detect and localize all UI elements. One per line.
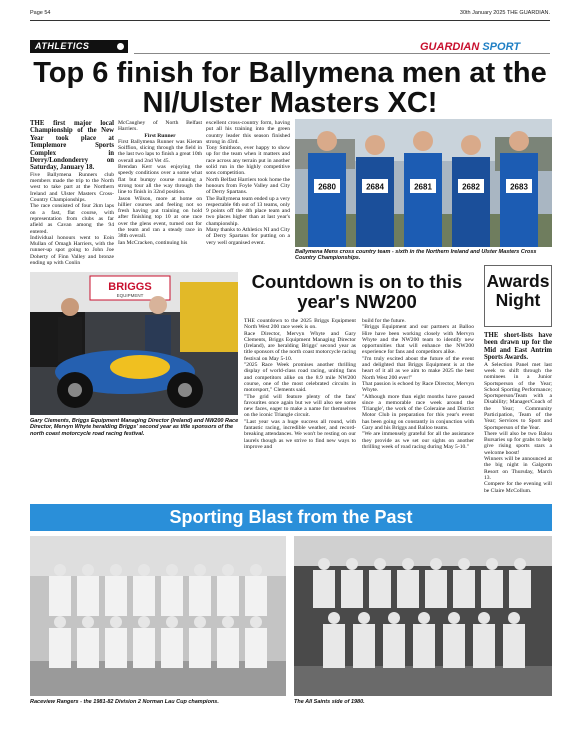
player-figure	[443, 624, 465, 668]
player-figure	[313, 570, 335, 608]
paragraph: "The grid will feature plenty of the fans' favourites once again but we will also see some new faces, eager to make a name for themselves on the iconic Triangle circuit.	[244, 393, 356, 419]
paragraph: Race Director, Mervyn Whyte and Gary Clements, Briggs Equipment Managing Director (Ireland), are heralding Briggs' second year as title sponsors of the north coast motorcycle racing festival on May 5-10.	[244, 330, 357, 362]
paragraph: "Last year was a huge success all round, with fantastic racing, incredible weather, and record-breaking attendances. We won't be resting on our laurels though as we strive to find new ways to improve and	[244, 418, 356, 450]
paragraph: Tony Smithson, ever happy to show up for the team when it matters and race across any terrain put in another solid run in the highly competitive sons competition.	[206, 145, 290, 177]
paragraph: THE short-lists have been drawn up for the Mid and East Antrim Sports Awards.	[484, 332, 552, 362]
paragraph: "We are immensely grateful for all the assistance they provide as we set our sights on another thrilling week of road racing during May 5-10."	[362, 431, 474, 450]
player-figure	[217, 628, 239, 668]
header-rule	[30, 20, 550, 21]
all-saints-caption: The All Saints side of 1980.	[294, 699, 365, 705]
player-figure	[358, 612, 370, 624]
article2-headline: Countdown is on to this year's NW200	[251, 271, 463, 312]
paragraph: Five Ballymena Runners club members made the trip to the North west to take part at the Northern Ireland and Ulster Masters Cross-Country Championships.	[30, 171, 114, 204]
player-figure	[222, 564, 234, 576]
player-figure	[503, 624, 525, 668]
nw200-photo-caption: Gary Clements, Briggs Equipment Managing Director (Ireland) and NW200 Race Director, Mervyn Whyte heralding Briggs' second year as title sponsors of the north coast motorcycle road racing festival.	[30, 418, 239, 437]
paragraph: excellent cross-country form, having put all his training into the green country leader this season finished strong in 43rd.	[206, 120, 290, 145]
player-figure	[473, 624, 495, 668]
paragraph: First Runner	[144, 132, 176, 139]
player-figure	[189, 576, 211, 616]
player-figure	[110, 616, 122, 628]
player-figure	[478, 612, 490, 624]
article1-col3	[206, 120, 290, 246]
player-figure	[194, 616, 206, 628]
nw200-photo	[30, 272, 238, 415]
player-figure	[374, 558, 386, 570]
player-figure	[318, 558, 330, 570]
player-figure	[217, 576, 239, 616]
bib-number: 2683	[510, 182, 528, 192]
player-figure	[402, 558, 414, 570]
player-figure	[509, 570, 531, 608]
player-figure	[453, 570, 475, 608]
player-figure	[514, 558, 526, 570]
article2-col1	[244, 318, 356, 450]
player-figure	[481, 570, 503, 608]
page-number: Page 54	[30, 10, 51, 16]
player-figure	[105, 628, 127, 668]
player-figure	[486, 558, 498, 570]
paragraph: North Belfast Harriers took home the honours from Foyle Valley and City of Derry Spartans.	[206, 176, 290, 196]
player-figure	[194, 564, 206, 576]
player-figure	[110, 564, 122, 576]
bib-number: 2682	[462, 182, 480, 192]
player-figure	[138, 616, 150, 628]
paragraph: Individual honours went to Eoin Mullan of Omagh Harriers, with the runner-up spot going to John Joe Doherty of Finn Valley and bronze ending up with Conlin	[30, 234, 114, 266]
player-figure	[346, 558, 358, 570]
runner-icon	[117, 43, 124, 50]
paragraph: Brendan Kerr was enjoying the speedy conditions over a some what flat but bumpy course running a strong tour all the way through the line to finish in 32nd position.	[118, 164, 202, 196]
team-photo	[295, 119, 552, 247]
player-figure	[250, 564, 262, 576]
paragraph: "Although more than eight months have passed since a memorable race week around the 'Triangle', the work of the Coleraine and District Motor Club in preparation for this year's event has been going on constantly in conjunction with Gary and his Briggs and Balloo teams.	[362, 393, 474, 432]
player-figure	[133, 628, 155, 668]
section-tag	[30, 40, 128, 53]
player-figure	[105, 576, 127, 616]
brand-rule	[134, 53, 550, 54]
player-figure	[189, 628, 211, 668]
player-figure	[77, 628, 99, 668]
section-tag-label: ATHLETICS	[35, 41, 90, 51]
paragraph: There will also be two Balou Bursaries up for grabs to help give rising sports stars a welcome boost!	[484, 430, 552, 456]
team-photo-caption: Ballymena Mens cross country team - sixth in the Northern Ireland and Ulster Masters Cross Country Championships.	[295, 249, 537, 262]
article1-col1	[30, 120, 114, 266]
player-figure	[166, 616, 178, 628]
paragraph: THE first major local Championship of the New Year took place at Templemore Sports Complex in Derry/Londonderry on Saturday, January 18.	[30, 120, 114, 172]
player-figure	[425, 570, 447, 608]
player-figure	[161, 628, 183, 668]
raceview-rangers-caption: Raceview Rangers - the 1981-82 Division 2 Norman Lau Cup champions.	[30, 699, 219, 705]
player-figure	[341, 570, 363, 608]
date-paper: 30th January 2025 THE GUARDIAN.	[459, 10, 550, 16]
player-figure	[82, 616, 94, 628]
paragraph: First Ballymena Runner was Kieran Soiffion, slicing through the field in the last two laps to finish a great 10th overall and 2nd Vet 45.	[118, 138, 202, 164]
paragraph: Compere for the evening will be Claire McCollum.	[484, 481, 552, 494]
player-figure	[133, 576, 155, 616]
bib-number: 2680	[318, 182, 336, 192]
paragraph: "I'm truly excited about the future of the event and delighted that Briggs Equipment is at the heart of it all as we aim to make 2025 the best North West 200 ever!"	[362, 355, 474, 381]
paragraph: The race consisted of four 2km laps on a fast, flat course, with representation from clubs as far afield as Cavan among the 94 entered.	[30, 203, 114, 235]
player-figure	[323, 624, 345, 668]
paragraph: build for the future.	[362, 318, 406, 324]
player-figure	[383, 624, 405, 668]
paragraph: Winners will be announced at the big night in Galgorm Resort on Thursday, March 13.	[484, 456, 552, 481]
player-figure	[166, 564, 178, 576]
player-figure	[369, 570, 391, 608]
article3-headline: Awards Night	[486, 271, 550, 310]
article1-col2	[118, 120, 202, 246]
player-figure	[328, 612, 340, 624]
bib-number: 2684	[366, 182, 384, 192]
player-figure	[54, 616, 66, 628]
paper-brand	[420, 41, 520, 53]
player-figure	[458, 558, 470, 570]
player-figure	[448, 612, 460, 624]
player-figure	[418, 612, 430, 624]
paragraph: The Ballymena team ended up a very respectable 6th out of 13 teams, only 9 points off the 4th place team and two places higher than at last year's championship.	[206, 195, 290, 227]
briggs-sign: BRIGGS	[108, 281, 152, 293]
player-figure	[49, 576, 71, 616]
player-figure	[245, 628, 267, 668]
paragraph: Jason Wilson, more at home on hillier courses and feeling not so fresh having put training on hold after finishing top 10 at one race over the glens event, turned out for the team and ran a steady race in 38th overall.	[118, 195, 202, 240]
bib-number: 2681	[414, 182, 432, 192]
player-figure	[508, 612, 520, 624]
player-figure	[388, 612, 400, 624]
article3-body	[484, 332, 552, 494]
paragraph: THE countdown to the 2025 Briggs Equipment North West 200 race week is on.	[244, 318, 356, 331]
brand-guardian: GUARDIAN	[420, 41, 480, 53]
all-saints-photo	[294, 536, 552, 696]
player-figure	[413, 624, 435, 668]
paragraph: McCaughey of North Belfast Harriers.	[118, 120, 202, 133]
player-figure	[161, 576, 183, 616]
player-figure	[245, 576, 267, 616]
player-figure	[222, 616, 234, 628]
raceview-rangers-photo	[30, 536, 286, 696]
paragraph: "2025 Race Week promises another thrilling display of world-class road racing, uniting fans and competitors alike on the 8.9 mile NW200 course, one of the most celebrated circuits in motorsport," Clements said.	[244, 362, 356, 394]
player-figure	[250, 616, 262, 628]
player-figure	[54, 564, 66, 576]
player-figure	[430, 558, 442, 570]
paragraph: That passion is echoed by Race Director, Mervyn Whyte.	[362, 380, 474, 394]
paragraph: Ian McCracken, continuing his	[118, 239, 188, 246]
article2-col2	[362, 318, 474, 450]
player-figure	[397, 570, 419, 608]
brand-sport: SPORT	[482, 41, 521, 53]
paragraph: A Selection Panel met last week to shift through the nominees in a Junior Sportsperson of the Year; School Sporting Performance; Sportsperson/Team with a Disability; Manager/Coach of the Year; Community Participation, Team of the Year; Services to Sport and Sportsperson of the Year.	[484, 361, 552, 431]
player-figure	[49, 628, 71, 668]
briggs-sign-sub: EQUIPMENT	[116, 293, 144, 298]
player-figure	[77, 576, 99, 616]
blast-from-past-banner: Sporting Blast from the Past	[30, 504, 552, 531]
player-figure	[138, 564, 150, 576]
paragraph: Many thanks to Athletics NI and City of Derry Spartans for putting on a very well organised event.	[206, 227, 290, 246]
article1-headline: Top 6 finish for Ballymena men at the NI/Ulster Masters XC!	[33, 57, 547, 119]
player-figure	[82, 564, 94, 576]
paragraph: "Briggs Equipment and our partners at Balloo Hire have been working closely with Mervyn Whyte and the NW200 team to identify new opportunities that will enhance the NW200 experience for fans and competitors alike.	[362, 324, 474, 356]
player-figure	[353, 624, 375, 668]
